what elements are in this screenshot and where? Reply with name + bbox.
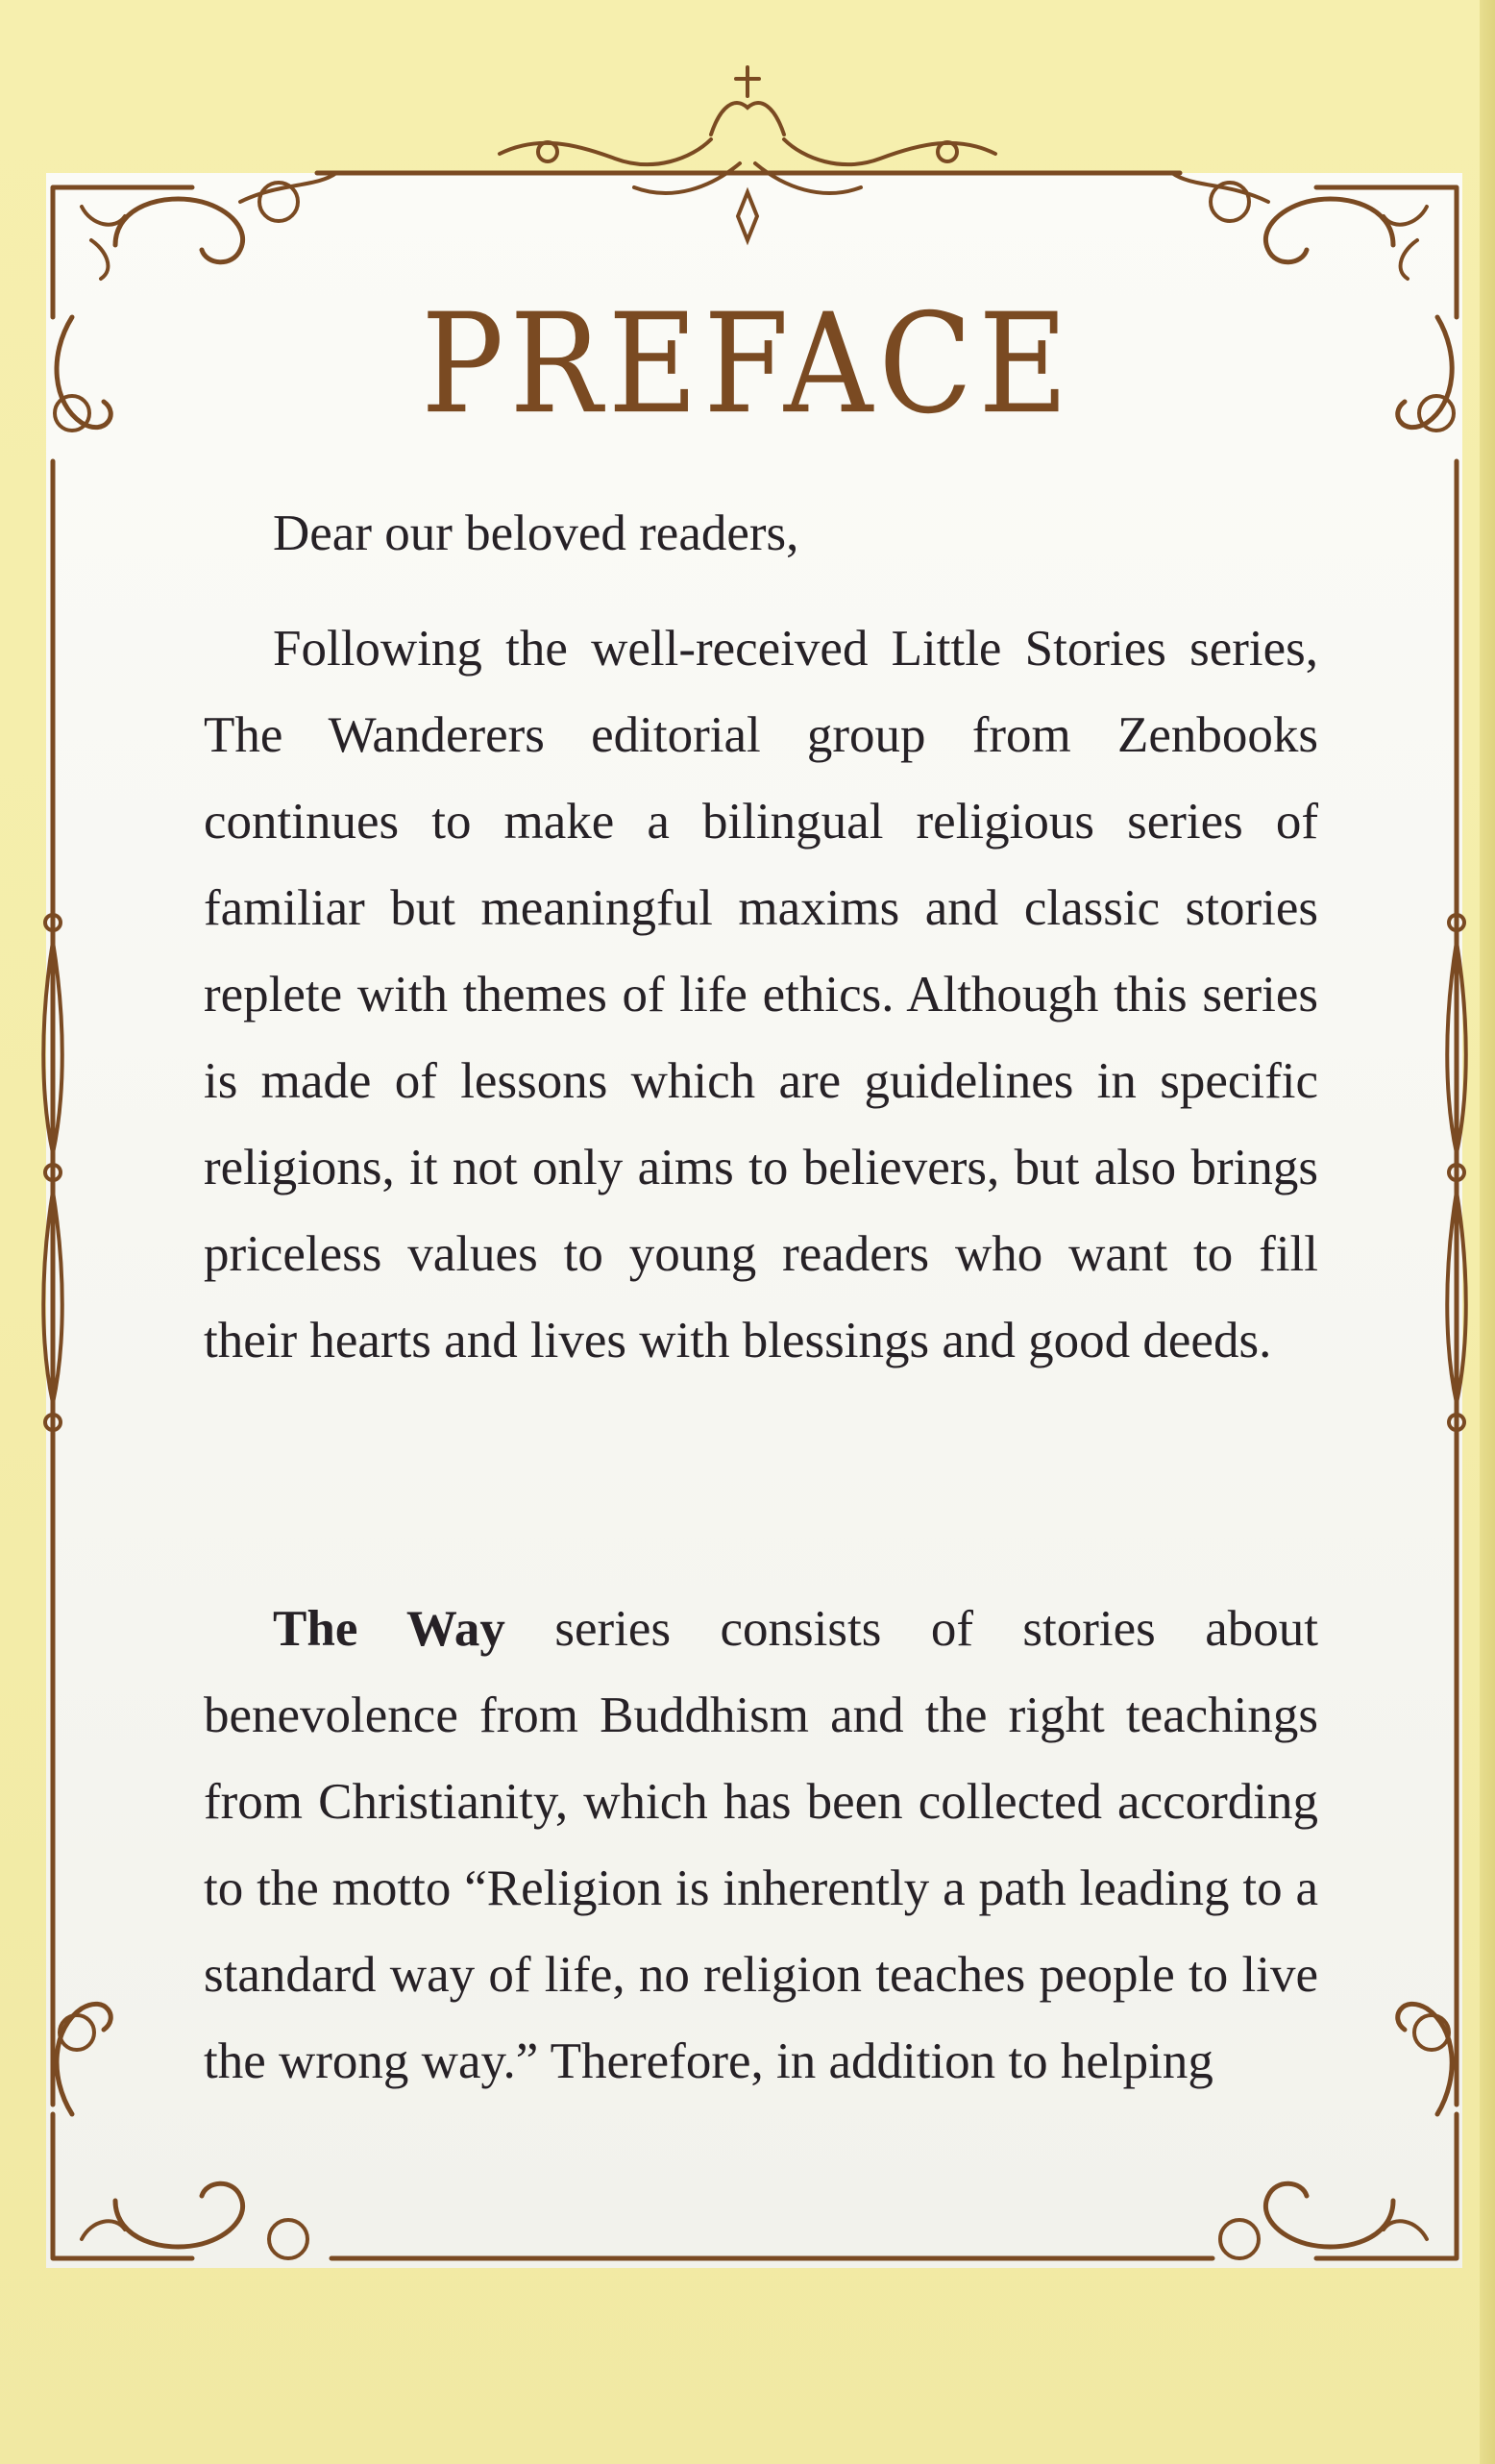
paragraph-the-way-text: series consists of stories about benevolence from Buddhism and the right teachings from Christianity, which has been collected according to the motto “Religion is inherently a path leading to a standard way of life, no religion teaches people to live the wrong way.” Therefore, in addition to helping — [204, 1601, 1319, 2089]
salutation-text: Dear our beloved readers, — [273, 505, 799, 561]
paragraph-intro-text: Following the well-received Little Stories series, The Wanderers editorial group from Zenbooks continues to make a bilingual religious series of familiar but meaningful maxims and classic stories replete with themes of life ethics. Although this series is made of lessons which are guidelines in specific religions, it not only aims to believers, but also brings priceless values to young readers who want to fill their hearts and lives with blessings and good deeds. — [204, 621, 1318, 1368]
series-name-bold: The Way — [273, 1601, 505, 1657]
salutation — [204, 490, 1318, 577]
top-crest-ornament — [500, 67, 995, 240]
paragraph-the-way — [204, 1586, 1318, 2105]
page-title: PREFACE — [421, 284, 1074, 445]
paragraph-intro — [204, 605, 1318, 1384]
